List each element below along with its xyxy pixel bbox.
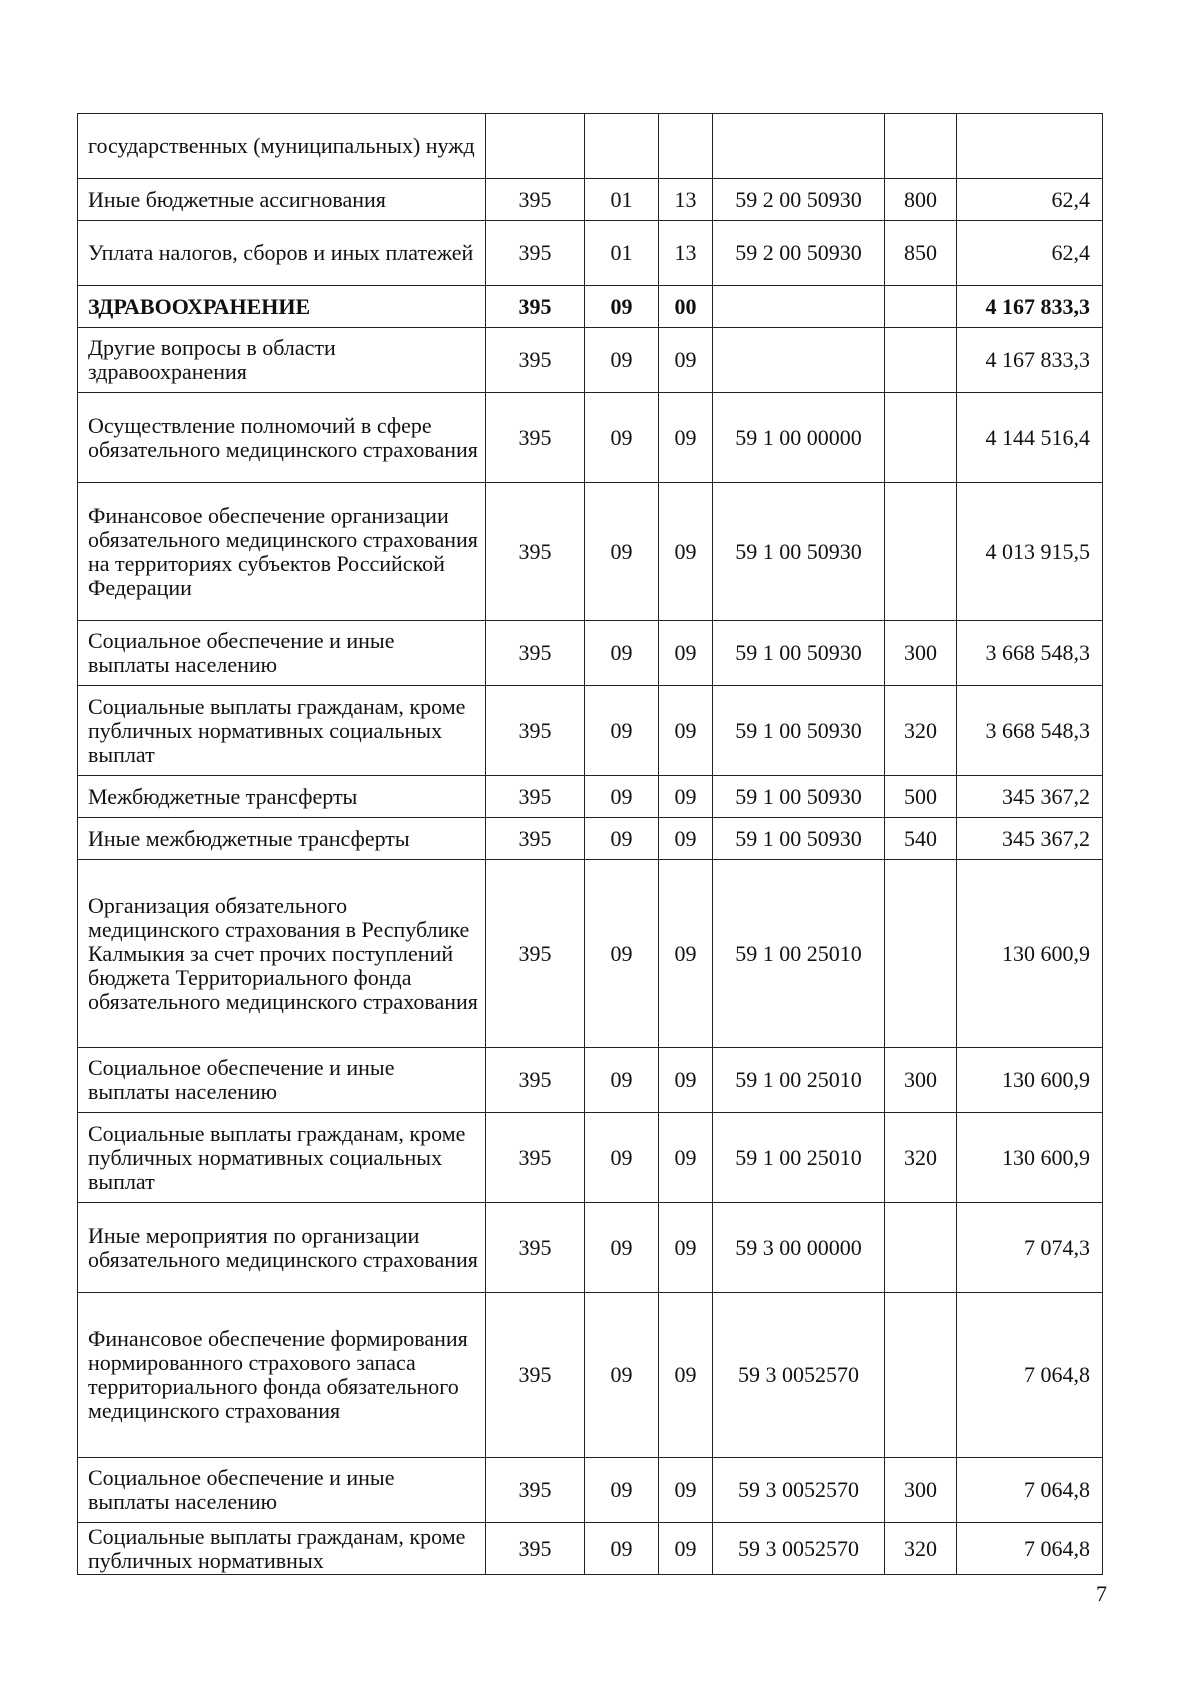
row-target-article: 59 1 00 25010 — [713, 860, 885, 1048]
row-target-article: 59 1 00 25010 — [713, 1048, 885, 1113]
table-row — [78, 686, 1103, 776]
row-section-code: 01 — [585, 179, 659, 221]
row-target-article: 59 1 00 50930 — [713, 776, 885, 818]
row-subsection-code: 09 — [659, 1113, 713, 1203]
row-section-code: 09 — [585, 1523, 659, 1575]
row-adm-code: 395 — [486, 1048, 585, 1113]
row-expense-type — [885, 114, 957, 179]
row-name: Иные бюджетные ассигнования — [78, 179, 486, 221]
row-expense-type: 800 — [885, 179, 957, 221]
row-sum: 7 064,8 — [957, 1458, 1103, 1523]
row-sum: 4 167 833,3 — [957, 286, 1103, 328]
row-expense-type: 500 — [885, 776, 957, 818]
row-sum: 345 367,2 — [957, 818, 1103, 860]
row-subsection-code: 09 — [659, 776, 713, 818]
row-sum: 130 600,9 — [957, 1048, 1103, 1113]
row-expense-type: 540 — [885, 818, 957, 860]
row-name: Социальное обеспечение и иные выплаты населению — [78, 1458, 486, 1523]
row-subsection-code: 13 — [659, 179, 713, 221]
row-adm-code: 395 — [486, 776, 585, 818]
table-row — [78, 776, 1103, 818]
row-name: Социальное обеспечение и иные выплаты населению — [78, 621, 486, 686]
row-adm-code: 395 — [486, 1203, 585, 1293]
row-target-article: 59 3 0052570 — [713, 1293, 885, 1458]
row-target-article: 59 1 00 50930 — [713, 818, 885, 860]
row-section-code: 09 — [585, 483, 659, 621]
row-subsection-code: 09 — [659, 1293, 713, 1458]
row-section-code: 09 — [585, 776, 659, 818]
row-adm-code: 395 — [486, 393, 585, 483]
row-target-article: 59 2 00 50930 — [713, 179, 885, 221]
row-subsection-code: 09 — [659, 1523, 713, 1575]
row-target-article — [713, 328, 885, 393]
row-name: Межбюджетные трансферты — [78, 776, 486, 818]
table-row — [78, 114, 1103, 179]
row-target-article: 59 1 00 50930 — [713, 686, 885, 776]
row-section-code: 09 — [585, 393, 659, 483]
row-section-code: 09 — [585, 1458, 659, 1523]
row-section-code: 09 — [585, 1048, 659, 1113]
budget-table — [77, 113, 1103, 1575]
table-row — [78, 1458, 1103, 1523]
table-row — [78, 286, 1103, 328]
row-target-article: 59 1 00 25010 — [713, 1113, 885, 1203]
row-adm-code: 395 — [486, 1293, 585, 1458]
row-name: Организация обязательного медицинского страхования в Республике Калмыкия за счет прочих поступлений бюджета Территориального фонда обязательного медицинского страхования — [78, 860, 486, 1048]
table-row — [78, 1203, 1103, 1293]
page-number: 7 — [1096, 1581, 1107, 1606]
row-subsection-code: 09 — [659, 1458, 713, 1523]
row-subsection-code: 09 — [659, 621, 713, 686]
row-target-article: 59 3 00 00000 — [713, 1203, 885, 1293]
row-subsection-code: 09 — [659, 1203, 713, 1293]
row-sum: 7 074,3 — [957, 1203, 1103, 1293]
row-expense-type — [885, 328, 957, 393]
row-subsection-code: 00 — [659, 286, 713, 328]
row-sum: 4 013 915,5 — [957, 483, 1103, 621]
table-row — [78, 621, 1103, 686]
row-sum: 4 144 516,4 — [957, 393, 1103, 483]
row-sum — [957, 114, 1103, 179]
row-subsection-code: 09 — [659, 860, 713, 1048]
row-adm-code: 395 — [486, 1113, 585, 1203]
row-section-code: 09 — [585, 686, 659, 776]
row-section-code: 09 — [585, 1293, 659, 1458]
row-subsection-code: 09 — [659, 818, 713, 860]
row-adm-code: 395 — [486, 686, 585, 776]
table-row — [78, 860, 1103, 1048]
row-name: Социальное обеспечение и иные выплаты населению — [78, 1048, 486, 1113]
row-name: Финансовое обеспечение формирования нормированного страхового запаса территориального фонда обязательного медицинского страхования — [78, 1293, 486, 1458]
row-subsection-code: 09 — [659, 686, 713, 776]
row-target-article: 59 2 00 50930 — [713, 221, 885, 286]
table-row — [78, 221, 1103, 286]
table-row — [78, 483, 1103, 621]
row-expense-type: 300 — [885, 621, 957, 686]
row-name: Социальные выплаты гражданам, кроме публичных нормативных социальных выплат — [78, 1113, 486, 1203]
row-adm-code — [486, 114, 585, 179]
row-sum: 7 064,8 — [957, 1523, 1103, 1575]
row-name: Социальные выплаты гражданам, кроме публичных нормативных социальных выплат — [78, 686, 486, 776]
row-adm-code: 395 — [486, 1458, 585, 1523]
row-section-code: 01 — [585, 221, 659, 286]
row-sum: 62,4 — [957, 179, 1103, 221]
row-target-article: 59 1 00 00000 — [713, 393, 885, 483]
table-row — [78, 1293, 1103, 1458]
row-name: Социальные выплаты гражданам, кроме публичных нормативных — [78, 1523, 486, 1575]
table-row — [78, 1523, 1103, 1575]
table-row — [78, 328, 1103, 393]
row-target-article: 59 1 00 50930 — [713, 621, 885, 686]
row-adm-code: 395 — [486, 818, 585, 860]
row-name: Осуществление полномочий в сфере обязательного медицинского страхования — [78, 393, 486, 483]
row-expense-type — [885, 1293, 957, 1458]
row-name: Иные межбюджетные трансферты — [78, 818, 486, 860]
row-expense-type: 300 — [885, 1048, 957, 1113]
table-body — [78, 114, 1103, 1575]
row-adm-code: 395 — [486, 621, 585, 686]
row-expense-type — [885, 1203, 957, 1293]
row-sum: 345 367,2 — [957, 776, 1103, 818]
row-expense-type: 850 — [885, 221, 957, 286]
row-name: государственных (муниципальных) нужд — [78, 114, 486, 179]
row-adm-code: 395 — [486, 483, 585, 621]
row-name: Финансовое обеспечение организации обязательного медицинского страхования на территориях субъектов Российской Федерации — [78, 483, 486, 621]
row-section-code — [585, 114, 659, 179]
row-name: ЗДРАВООХРАНЕНИЕ — [78, 286, 486, 328]
table-row — [78, 818, 1103, 860]
row-target-article — [713, 286, 885, 328]
table-row — [78, 1113, 1103, 1203]
row-adm-code: 395 — [486, 221, 585, 286]
row-subsection-code — [659, 114, 713, 179]
row-subsection-code: 09 — [659, 1048, 713, 1113]
row-section-code: 09 — [585, 1203, 659, 1293]
row-section-code: 09 — [585, 818, 659, 860]
row-expense-type: 320 — [885, 686, 957, 776]
row-subsection-code: 09 — [659, 328, 713, 393]
row-adm-code: 395 — [486, 328, 585, 393]
row-sum: 4 167 833,3 — [957, 328, 1103, 393]
row-expense-type — [885, 286, 957, 328]
row-name: Иные мероприятия по организации обязательного медицинского страхования — [78, 1203, 486, 1293]
row-section-code: 09 — [585, 621, 659, 686]
row-target-article: 59 1 00 50930 — [713, 483, 885, 621]
row-sum: 7 064,8 — [957, 1293, 1103, 1458]
row-subsection-code: 13 — [659, 221, 713, 286]
row-sum: 130 600,9 — [957, 1113, 1103, 1203]
row-expense-type — [885, 860, 957, 1048]
row-target-article: 59 3 0052570 — [713, 1523, 885, 1575]
row-name: Другие вопросы в области здравоохранения — [78, 328, 486, 393]
row-target-article: 59 3 0052570 — [713, 1458, 885, 1523]
table-row — [78, 179, 1103, 221]
row-subsection-code: 09 — [659, 393, 713, 483]
row-adm-code: 395 — [486, 286, 585, 328]
row-expense-type: 320 — [885, 1523, 957, 1575]
table-row — [78, 393, 1103, 483]
row-sum: 62,4 — [957, 221, 1103, 286]
row-sum: 3 668 548,3 — [957, 621, 1103, 686]
row-section-code: 09 — [585, 286, 659, 328]
row-expense-type: 320 — [885, 1113, 957, 1203]
row-sum: 130 600,9 — [957, 860, 1103, 1048]
row-adm-code: 395 — [486, 1523, 585, 1575]
row-expense-type — [885, 393, 957, 483]
row-name: Уплата налогов, сборов и иных платежей — [78, 221, 486, 286]
row-subsection-code: 09 — [659, 483, 713, 621]
row-sum: 3 668 548,3 — [957, 686, 1103, 776]
row-adm-code: 395 — [486, 860, 585, 1048]
row-section-code: 09 — [585, 328, 659, 393]
row-adm-code: 395 — [486, 179, 585, 221]
table-row — [78, 1048, 1103, 1113]
row-section-code: 09 — [585, 1113, 659, 1203]
row-target-article — [713, 114, 885, 179]
row-expense-type — [885, 483, 957, 621]
row-expense-type: 300 — [885, 1458, 957, 1523]
row-section-code: 09 — [585, 860, 659, 1048]
